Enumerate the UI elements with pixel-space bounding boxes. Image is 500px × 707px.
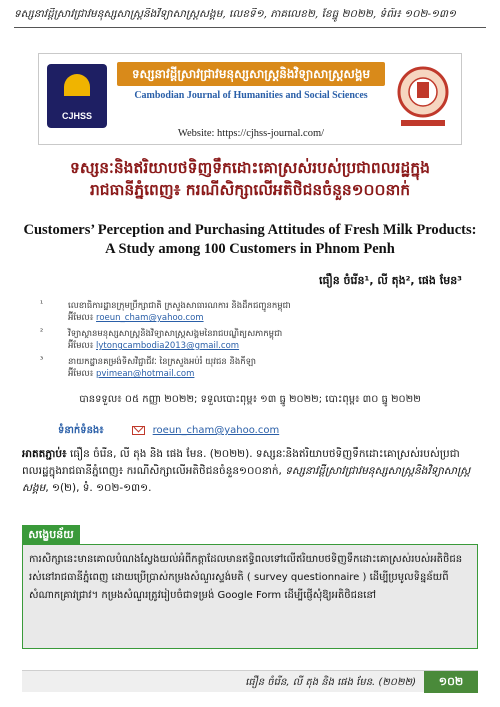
footer-citation: ធឿន ចំរើន, លី តុង និង ផេង មែន. (២០២២) [245, 677, 416, 688]
citation-label: អាតតភ្ជាប់៖ [22, 448, 67, 460]
article-title-km [20, 157, 480, 201]
affiliation-2 [40, 328, 460, 352]
contact-email-link[interactable]: roeun_cham@yahoo.com [152, 425, 280, 436]
contact-label: ទំនាក់ទំនង៖ [58, 425, 104, 436]
abstract-heading: សង្ខេបន័យ [22, 525, 80, 545]
article-title-en [20, 221, 480, 259]
title-km-line-2: រាជធានីភ្នំពេញ៖ ករណីសិក្សាលើអតិថិជនចំនួន១០០នាក់ [89, 181, 411, 199]
journal-name-en: Cambodian Journal of Humanities and Social Sciences [134, 90, 368, 101]
contact-row [58, 423, 279, 438]
email-label: អ៊ីមែល៖ [68, 313, 94, 323]
citation [22, 446, 478, 497]
title-en-line-2: A Study among 100 Customers in Phnom Penh [105, 241, 395, 257]
citation-tail: , ១(២), ទំ. ១០២-១៣១. [45, 482, 152, 494]
academy-seal-icon [393, 62, 453, 132]
title-en-line-1: Customers’ Perception and Purchasing Attitudes of Fresh Milk Products: [23, 222, 477, 238]
journal-name-km: ទស្សនាវដ្តីស្រាវជ្រាវមនុស្សសាស្ត្រនិងវិទ្យាសាស្ត្រសង្គម [117, 62, 385, 86]
email-label: អ៊ីមែល៖ [68, 341, 94, 351]
publication-dates: បានទទួល៖ ០៥ កញ្ញា ២០២២; ទទួលបោះពុម្ព៖ ១៣ ធ្នូ ២០២២; បោះពុម្ព៖ ៣០ ធ្នូ ២០២២ [79, 394, 421, 405]
affiliation-email-link[interactable]: roeun_cham@yahoo.com [96, 313, 204, 323]
page-number: ១០២ [424, 671, 478, 693]
logo-label: CJHSS [61, 111, 92, 121]
affiliation-org: លេខាធិការដ្ឋានក្រុមប្រឹក្សាជាតិ ក្រសួងសាធារណការ និងដឹកជញ្ជូនកម្ពុជា [68, 301, 291, 311]
affiliation-number: ³ [40, 355, 44, 364]
title-km-line-1: ទស្សនៈនិងឥរិយាបថទិញទឹកដោះគោស្រស់របស់ប្រជាពលរដ្ឋក្នុង [70, 159, 430, 177]
masthead [38, 53, 462, 145]
header-rule [14, 27, 486, 28]
affiliation-email-link[interactable]: pvimean@hotmail.com [96, 369, 195, 379]
affiliation-number: ¹ [40, 299, 44, 308]
affiliation-org: វិទ្យាស្ថានមនុស្សសាស្ត្រនិងវិទ្យាសាស្ត្រសង្គមនៃរាជបណ្ឌិត្យសភាកម្ពុជា [68, 329, 283, 339]
authors: ធឿន ចំរើន¹, លី តុង², ផេង មែន³ [319, 274, 462, 287]
affiliation-3 [40, 356, 460, 380]
affiliation-1 [40, 300, 460, 324]
affiliations [40, 300, 460, 384]
citation-journal: ទស្សនាវដ្តីស្រាវជ្រាវមនុស្សសាស្ត្រនិងវិទ្យាសាស្ត្រសង្គម [22, 465, 471, 494]
citation-text: ធឿន ចំរើន, លី តុង និង ផេង មែន. (២០២២). ទស្សនៈនិងឥរិយាបថទិញទឹកដោះគោស្រស់របស់ប្រជាពលរដ្ឋក្នុងរាជធានីភ្នំពេញ៖ ករណីសិក្សាលើអតិថិជនចំនួន១០០នាក់, [22, 448, 460, 477]
footer-strip [22, 670, 478, 692]
logo-dome-icon [64, 74, 90, 96]
affiliation-number: ² [40, 327, 44, 336]
abstract-body: ការសិក្សានេះមានគោលបំណងស្វែងយល់អំពីកត្តាដែលមានឥទ្ធិពលទៅលើឥរិយាបថទិញទឹកដោះគោស្រស់របស់អតិថិជនរស់នៅរាជធានីភ្នំពេញ ដោយប្រើប្រាស់កម្រងសំណួរស្ទង់មតិ ( survey questionnaire ) ដើម្បីប្រមូលទិន្នន័យពីសំណាកគ្រាវជ្រាវ។ កម្រងសំណួរត្រូវរៀបចំជាទម្រង់ Google Form ដើម្បីផ្ញើសុំឱ្យអតិថិជននៅ [22, 545, 478, 649]
journal-website[interactable]: Website: https://cjhss-journal.com/ [177, 128, 325, 139]
affiliation-email-link[interactable]: lytongcambodia2013@gmail.com [96, 341, 240, 351]
cjhss-logo [47, 64, 107, 128]
running-head: ទស្សនាវដ្តីស្រាវជ្រាវមនុស្សសាស្ត្រនិងវិទ្យាសាស្ត្រសង្គម, លេខទី១, ភាគលេខ២, ខែធ្នូ ២០២២, ទំព័រ៖ ១០២-១៣១ [14, 8, 456, 20]
affiliation-org: នាយកដ្ឋានគម្រង់ទិសវិជ្ជាជីវៈ នៃក្រសួងអប់រំ យុវជន និងកីឡា [68, 357, 257, 367]
envelope-icon [132, 426, 145, 435]
email-label: អ៊ីមែល៖ [68, 369, 94, 379]
